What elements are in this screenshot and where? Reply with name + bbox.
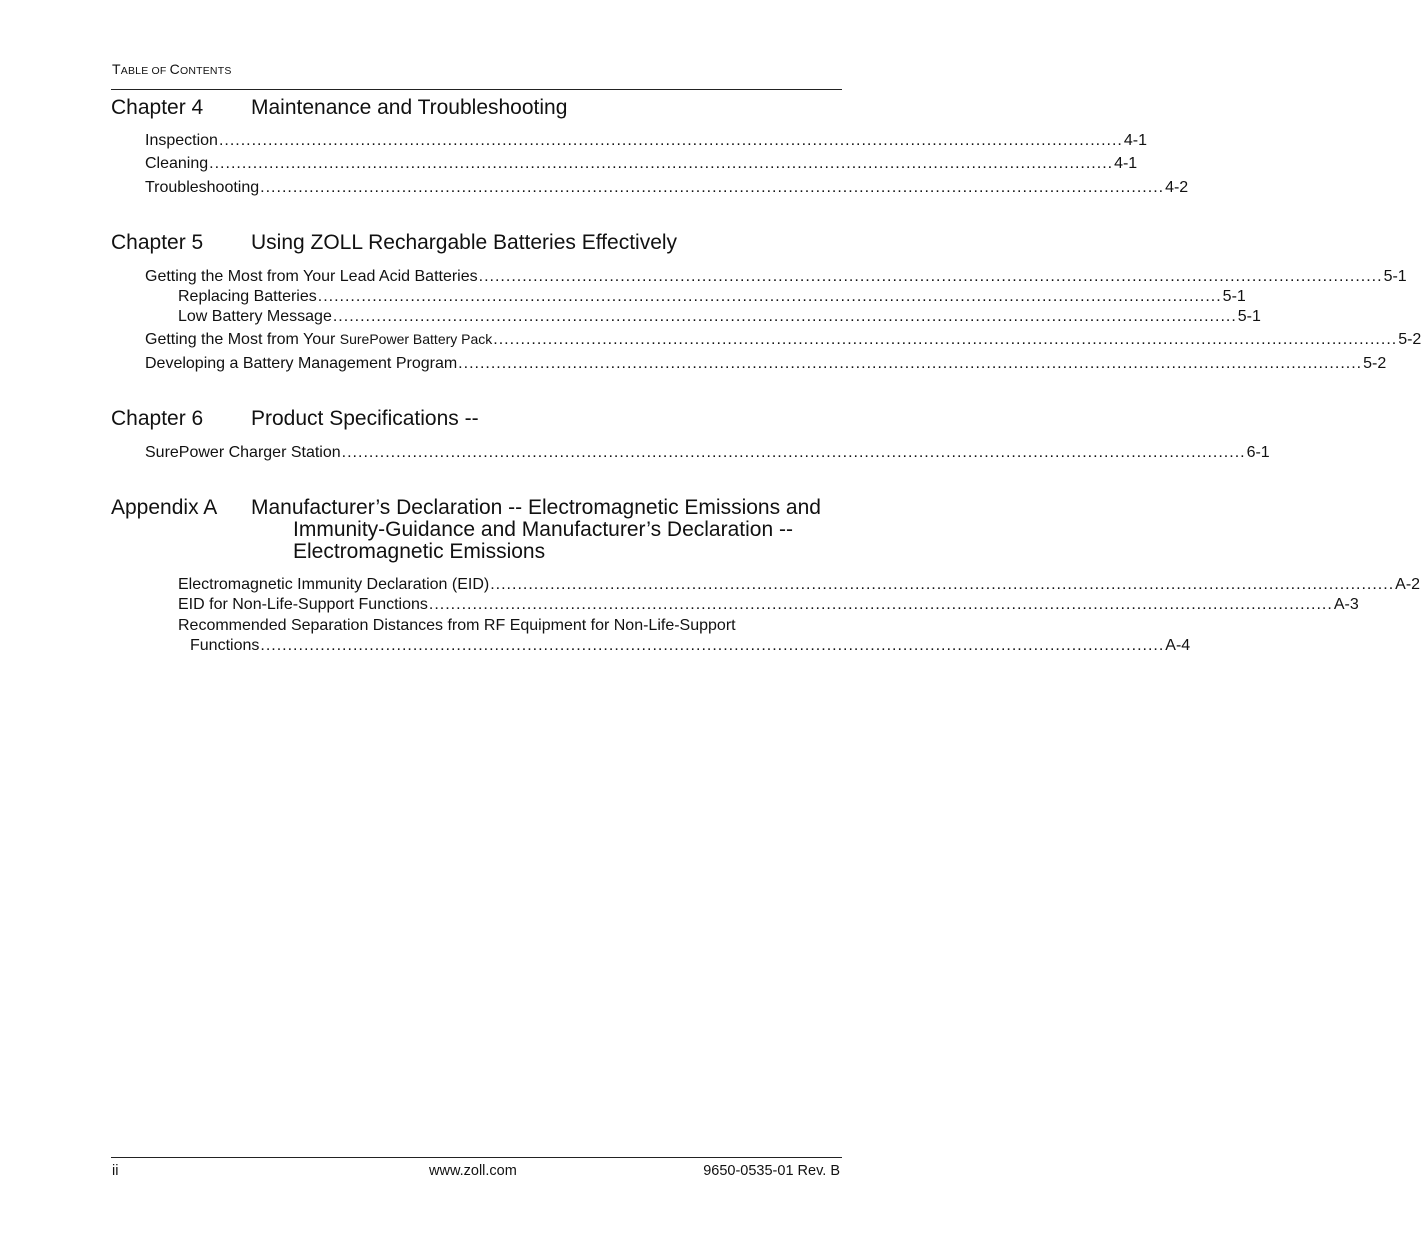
leader-dots: ...................................................................................................................................................................... (458, 355, 1363, 372)
toc-subentry[interactable]: Replacing Batteries ...................................................................................................................................................................... 5-1 (178, 288, 1246, 305)
footer-rule (111, 1157, 842, 1158)
chapter-number: Chapter 5 (111, 231, 204, 254)
page-number: A-3 (1333, 596, 1359, 613)
chapter-title: Product Specifications -- (251, 407, 479, 430)
leader-dots: ...................................................................................................................................................................... (218, 132, 1123, 149)
leader-dots: ...................................................................................................................................................................... (317, 288, 1222, 305)
chapter-6-heading (111, 407, 842, 431)
page-number: 4-2 (1165, 179, 1189, 196)
leader-dots: ...................................................................................................................................................................... (428, 596, 1333, 613)
leader-dots: ...................................................................................................................................................................... (341, 444, 1246, 461)
leader-dots: ...................................................................................................................................................................... (332, 308, 1237, 325)
appendix-title-line-2: Immunity-Guidance and Manufacturer’s Declaration -- (293, 518, 793, 541)
toc-subentry[interactable]: Low Battery Message ...................................................................................................................................................................... 5-1 (178, 308, 1261, 325)
page-number: 5-1 (1237, 308, 1261, 325)
chapter-title: Maintenance and Troubleshooting (251, 96, 568, 119)
leader-dots: ...................................................................................................................................................................... (493, 331, 1398, 348)
leader-dots: ...................................................................................................................................................................... (209, 155, 1114, 172)
page-number: 5-1 (1383, 268, 1407, 285)
leader-dots: ...................................................................................................................................................................... (260, 637, 1165, 654)
toc-subentry[interactable]: Electromagnetic Immunity Declaration (EID) ...................................................................................................................................................................... A-2 (178, 576, 1421, 593)
page-number: 4-1 (1114, 155, 1138, 172)
toc-entry[interactable]: Cleaning ...................................................................................................................................................................... 4-1 (145, 155, 1138, 172)
running-header: TABLE OF CONTENTS (112, 61, 232, 77)
toc-entry[interactable]: SurePower Charger Station ...................................................................................................................................................................... 6-1 (145, 444, 1270, 461)
toc-subentry-line[interactable]: Recommended Separation Distances from RF Equipment for Non-Life-Support (178, 617, 736, 634)
chapter-number: Chapter 6 (111, 407, 204, 430)
appendix-title-line-3: Electromagnetic Emissions (293, 540, 546, 563)
footer-url[interactable]: www.zoll.com (429, 1163, 517, 1179)
chapter-title: Using ZOLL Rechargable Batteries Effectively (251, 231, 678, 254)
page-number: 5-2 (1363, 355, 1387, 372)
page-number: 5-2 (1398, 331, 1421, 348)
page-number: A-2 (1395, 576, 1421, 593)
toc-entry[interactable]: Getting the Most from Your SurePower Battery Pack ...................................................................................................................................................................... 5-2 (145, 331, 1421, 348)
toc-entry[interactable]: Developing a Battery Management Program ...................................................................................................................................................................... 5-2 (145, 355, 1387, 372)
chapter-number: Chapter 4 (111, 96, 204, 119)
page-number: 4-1 (1123, 132, 1147, 149)
toc-entry[interactable]: Inspection ...................................................................................................................................................................... 4-1 (145, 132, 1147, 149)
toc-subentry[interactable]: EID for Non-Life-Support Functions ...................................................................................................................................................................... A-3 (178, 596, 1359, 613)
page-number: A-4 (1165, 637, 1191, 654)
appendix-number: Appendix A (111, 496, 218, 519)
page-number: 5-1 (1222, 288, 1246, 305)
leader-dots: ...................................................................................................................................................................... (478, 268, 1383, 285)
leader-dots: ...................................................................................................................................................................... (490, 576, 1395, 593)
chapter-5-heading (111, 231, 842, 255)
page-number: 6-1 (1246, 444, 1270, 461)
appendix-title-line-1: Manufacturer’s Declaration -- Electromagnetic Emissions and (251, 496, 821, 519)
toc-subentry[interactable]: Functions ...................................................................................................................................................................... A-4 (190, 637, 1191, 654)
toc-entry[interactable]: Troubleshooting ...................................................................................................................................................................... 4-2 (145, 179, 1189, 196)
leader-dots: ...................................................................................................................................................................... (260, 179, 1165, 196)
toc-entry[interactable]: Getting the Most from Your Lead Acid Batteries ...................................................................................................................................................................... 5-1 (145, 268, 1407, 285)
header-rule (111, 89, 842, 90)
chapter-4-heading (111, 96, 842, 120)
footer-page-number: ii (112, 1163, 119, 1179)
footer-doc-number: 9650-0535-01 Rev. B (703, 1163, 840, 1179)
